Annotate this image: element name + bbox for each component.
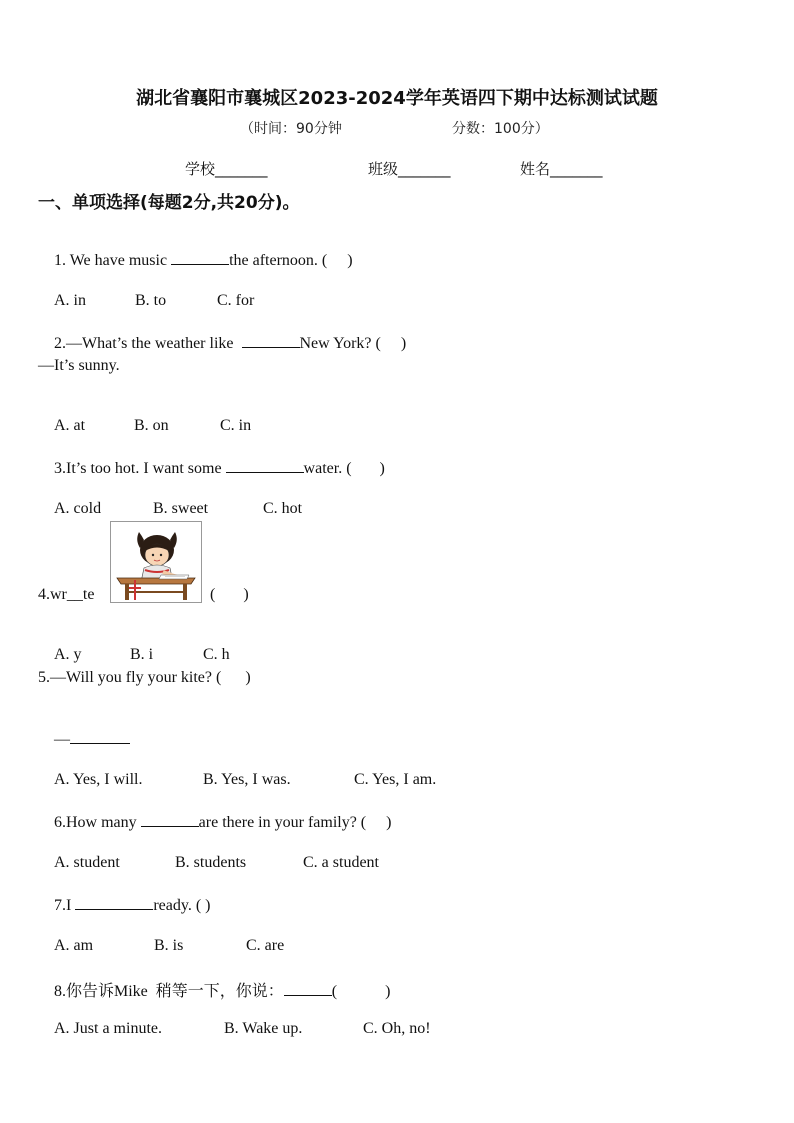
answer-blank xyxy=(284,981,332,996)
question-3-stem-pre: 3.It’s too hot. I want some xyxy=(54,460,226,477)
question-6-stem-post: are there in your family? ( ) xyxy=(198,814,392,831)
question-7-stem-post: ready. ( ) xyxy=(153,897,211,914)
name-field: 姓名_______ xyxy=(520,160,603,178)
question-8-stem-pre: 8.你告诉Mike 稍等一下，你说： xyxy=(54,983,284,1000)
option-b: B. is xyxy=(154,937,184,954)
option-c: C. for xyxy=(217,292,255,309)
girl-writing-at-desk-picture xyxy=(110,521,202,603)
answer-blank xyxy=(75,895,153,910)
question-1-stem-pre: 1. We have music xyxy=(54,252,172,269)
girl-writing-icon xyxy=(111,522,201,602)
answer-blank xyxy=(242,333,300,348)
option-a: A. in xyxy=(54,292,86,309)
option-c: C. Yes, I am. xyxy=(354,771,437,788)
option-b: B. to xyxy=(135,292,167,309)
question-2-reply: —It’s sunny. xyxy=(38,357,120,374)
option-a: A. at xyxy=(54,417,86,434)
option-b: B. Yes, I was. xyxy=(203,771,291,788)
question-7-stem-pre: 7.I xyxy=(54,897,76,914)
section-title: 一、单项选择(每题2分,共20分)。 xyxy=(38,193,300,213)
exam-score: 分数：100分） xyxy=(452,121,549,137)
option-b: B. i xyxy=(130,646,154,663)
school-field: 学校_______ xyxy=(185,160,268,178)
question-8-options xyxy=(38,1002,431,1056)
question-5-reply-dash: — xyxy=(54,731,70,748)
option-c: C. hot xyxy=(263,500,303,517)
answer-blank xyxy=(70,729,130,744)
option-c: C. are xyxy=(246,937,285,954)
question-2-stem-pre: 2.—What’s the weather like xyxy=(54,335,242,352)
question-5: 5.—Will you fly your kite? ( ) xyxy=(38,669,251,686)
question-3-stem-post: water. ( ) xyxy=(303,460,385,477)
option-b: B. on xyxy=(134,417,169,434)
option-a: A. y xyxy=(54,646,82,663)
exam-title: 湖北省襄阳市襄城区2023-2024学年英语四下期中达标测试试题 xyxy=(136,88,658,109)
question-6-stem-pre: 6.How many xyxy=(54,814,141,831)
option-a: A. Just a minute. xyxy=(54,1020,162,1037)
option-c: C. in xyxy=(220,417,252,434)
question-2-stem-post: New York? ( ) xyxy=(299,335,407,352)
class-field: 班级_______ xyxy=(368,160,451,178)
answer-blank xyxy=(171,250,229,265)
question-8-stem-post: ( ) xyxy=(331,983,391,1000)
exam-time: （时间：90分钟 xyxy=(240,121,342,137)
option-a: A. Yes, I will. xyxy=(54,771,143,788)
question-4-answer-paren: ( ) xyxy=(210,586,249,603)
option-a: A. am xyxy=(54,937,94,954)
option-b: B. sweet xyxy=(153,500,209,517)
answer-blank xyxy=(141,812,199,827)
question-4-stem: 4.wr__te xyxy=(38,586,95,603)
option-c: C. Oh, no! xyxy=(363,1020,431,1037)
option-b: B. students xyxy=(175,854,247,871)
question-1-stem-post: the afternoon. ( ) xyxy=(229,252,353,269)
option-a: A. cold xyxy=(54,500,102,517)
answer-blank xyxy=(226,458,304,473)
option-a: A. student xyxy=(54,854,120,871)
option-b: B. Wake up. xyxy=(224,1020,303,1037)
option-c: C. a student xyxy=(303,854,379,871)
option-c: C. h xyxy=(203,646,230,663)
